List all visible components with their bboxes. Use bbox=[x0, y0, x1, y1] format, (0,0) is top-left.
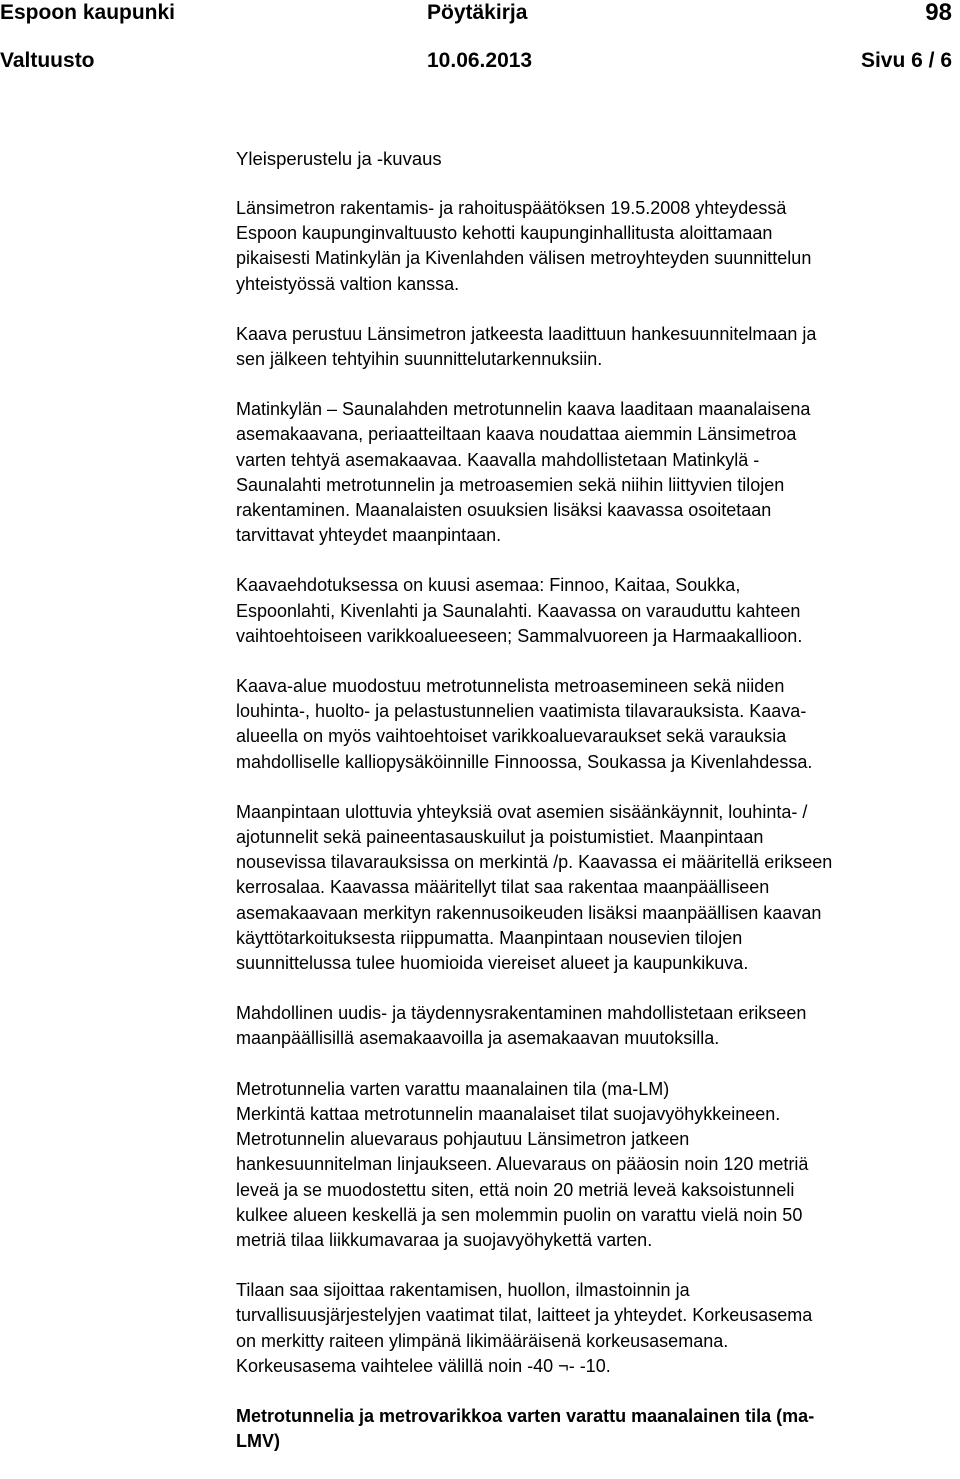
section-heading: Yleisperustelu ja -kuvaus bbox=[236, 148, 442, 169]
paragraph bbox=[236, 397, 960, 548]
paragraph bbox=[236, 1278, 960, 1379]
paragraph bbox=[236, 196, 960, 297]
text-line: alueella on myös vaihtoehtoiset varikkoaluevaraukset sekä varauksia bbox=[236, 726, 787, 747]
text-line: nousevissa tilavarauksissa on merkintä /p. Kaavassa ei määritellä erikseen bbox=[236, 852, 833, 873]
text-line: rakentaminen. Maanalaisten osuuksien lisäksi kaavassa osoitetaan bbox=[236, 500, 772, 521]
heading-line: LMV) bbox=[236, 1431, 280, 1452]
text-line: vaihtoehtoiseen varikkoalueeseen; Sammalvuoreen ja Harmaakallioon. bbox=[236, 625, 803, 646]
heading-line: Metrotunnelia ja metrovarikkoa varten varattu maanalainen tila (ma- bbox=[236, 1405, 815, 1426]
text-line: Espoon kaupunginvaltuusto kehotti kaupunginhallitusta aloittamaan bbox=[236, 223, 773, 244]
text-line: turvallisuusjärjestelyjen vaatimat tilat, laitteet ja yhteydet. Korkeusasema bbox=[236, 1305, 813, 1326]
text-line: ajotunnelit sekä paineentasauskuilut ja poistumistiet. Maanpintaan bbox=[236, 827, 764, 848]
text-line: on merkitty raiteen ylimpänä likimääräisenä korkeusasemana. bbox=[236, 1330, 729, 1351]
text-line: asemakaavana, periaatteiltaan kaava noudattaa aiemmin Länsimetroa bbox=[236, 424, 797, 445]
header-row-bottom bbox=[0, 48, 960, 84]
text-line: Maanpintaan ulottuvia yhteyksiä ovat asemien sisäänkäynnit, louhinta- / bbox=[236, 801, 808, 822]
text-line: louhinta-, huolto- ja pelastustunnelien vaatimista tilavarauksista. Kaava- bbox=[236, 701, 807, 722]
page-indicator: Sivu 6 / 6 bbox=[860, 49, 952, 72]
text-line: asemakaavaan merkityn rakennusoikeuden lisäksi maanpäällisen kaavan bbox=[236, 902, 822, 923]
text-line: kulkee alueen keskellä ja sen molemmin puolin on varattu vielä noin 50 bbox=[236, 1204, 803, 1225]
text-line: suunnittelussa tulee huomioida viereiset alueet ja kaupunkikuva. bbox=[236, 953, 749, 974]
text-line: Kaava perustuu Länsimetron jatkeesta laadittuun hankesuunnitelmaan ja bbox=[236, 323, 817, 344]
text-line: Korkeusasema vaihtelee välillä noin -40 ¬- -10. bbox=[236, 1355, 611, 1376]
organization-name: Espoon kaupunki bbox=[0, 1, 176, 24]
text-line: Mahdollinen uudis- ja täydennysrakentaminen mahdollistetaan erikseen bbox=[236, 1003, 807, 1024]
text-line: Saunalahti metrotunnelin ja metroasemien sekä niihin liittyvien tilojen bbox=[236, 474, 785, 495]
paragraph-list bbox=[236, 196, 960, 1379]
text-line: varten tehtyä asemakaavaa. Kaavalla mahdollistetaan Matinkylä - bbox=[236, 449, 760, 470]
body-name: Valtuusto bbox=[0, 49, 95, 72]
text-line: Metrotunnelia varten varattu maanalainen tila (ma-LM) bbox=[236, 1078, 670, 1099]
text-line: pikaisesti Matinkylän ja Kivenlahden välisen metroyhteyden suunnittelun bbox=[236, 248, 812, 269]
paragraph bbox=[236, 322, 960, 372]
text-line: maanpäällisillä asemakaavoilla ja asemakaavan muutoksilla. bbox=[236, 1028, 720, 1049]
text-line: Kaavaehdotuksessa on kuusi asemaa: Finnoo, Kaitaa, Soukka, bbox=[236, 575, 741, 596]
text-line: Matinkylän – Saunalahden metrotunnelin kaava laaditaan maanalaisena bbox=[236, 399, 811, 420]
text-line: hankesuunnitelman linjaukseen. Aluevaraus on pääosin noin 120 metriä bbox=[236, 1154, 809, 1175]
document-header bbox=[0, 0, 960, 80]
text-line: yhteistyössä valtion kanssa. bbox=[236, 273, 460, 294]
text-line: Kaava-alue muodostuu metrotunnelista metroasemineen sekä niiden bbox=[236, 676, 785, 697]
text-line: Länsimetron rakentamis- ja rahoituspäätöksen 19.5.2008 yhteydessä bbox=[236, 198, 787, 218]
text-line: käyttötarkoituksesta riippumatta. Maanpintaan nousevien tilojen bbox=[236, 927, 743, 948]
text-line: metriä tilaa liikkumavaraa ja suojavyöhykettä varten. bbox=[236, 1229, 653, 1250]
meeting-date: 10.06.2013 bbox=[427, 49, 533, 72]
paragraph bbox=[236, 1077, 960, 1253]
text-line: tarvittavat yhteydet maanpintaan. bbox=[236, 525, 502, 546]
text-line: sen jälkeen tehtyihin suunnittelutarkennuksiin. bbox=[236, 349, 603, 370]
paragraph bbox=[236, 573, 960, 649]
paragraph bbox=[236, 1001, 960, 1051]
text-line: Tilaan saa sijoittaa rakentamisen, huollon, ilmastoinnin ja bbox=[236, 1280, 690, 1301]
text-line: Espoonlahti, Kivenlahti ja Saunalahti. Kaavassa on varauduttu kahteen bbox=[236, 600, 801, 621]
subsection-heading bbox=[236, 1404, 960, 1454]
header-row-top bbox=[0, 0, 960, 36]
paragraph bbox=[236, 800, 960, 976]
document-type: Pöytäkirja bbox=[427, 1, 528, 24]
text-line: Merkintä kattaa metrotunnelin maanalaiset tilat suojavyöhykkeineen. bbox=[236, 1103, 781, 1124]
section-number: 98 bbox=[925, 0, 952, 26]
document-body bbox=[236, 146, 960, 1479]
text-line: Metrotunnelin aluevaraus pohjautuu Länsimetron jatkeen bbox=[236, 1129, 690, 1150]
paragraph bbox=[236, 674, 960, 775]
text-line: kerrosalaa. Kaavassa määritellyt tilat saa rakentaa maanpäälliseen bbox=[236, 877, 770, 898]
text-line: leveä ja se muodostettu siten, että noin 20 metriä leveä kaksoistunneli bbox=[236, 1179, 795, 1200]
text-line: mahdolliselle kalliopysäköinnille Finnoossa, Soukassa ja Kivenlahdessa. bbox=[236, 751, 813, 772]
